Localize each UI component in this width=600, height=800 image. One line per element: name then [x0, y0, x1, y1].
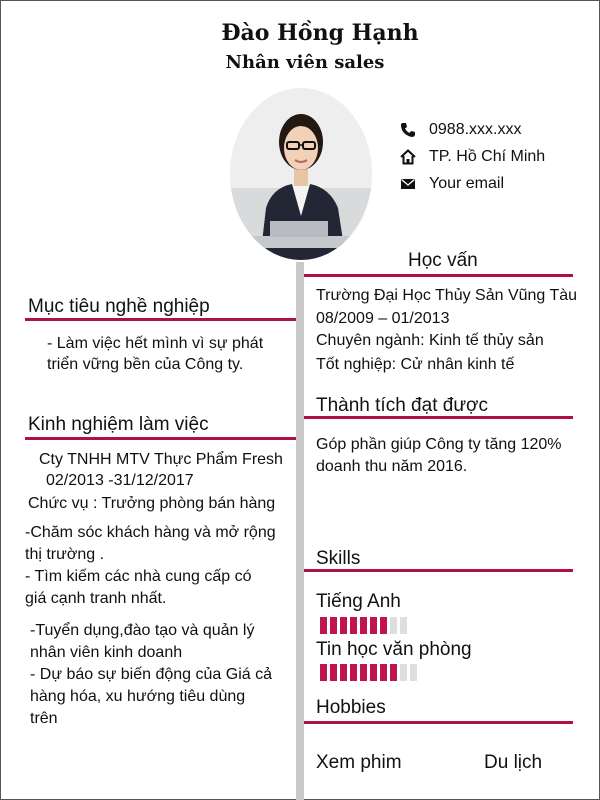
skill-bar-segment	[370, 617, 377, 634]
hobby-movies: Xem phim	[316, 752, 402, 773]
phone-icon	[400, 122, 416, 138]
job-title: Nhân viên sales	[225, 52, 385, 73]
envelope-icon	[400, 176, 416, 192]
skill-bar-office	[320, 664, 417, 681]
skill-bar-segment	[340, 664, 347, 681]
experience-period: 02/2013 -31/12/2017	[46, 472, 194, 489]
email-text: Your email	[429, 175, 505, 192]
skills-rule	[304, 569, 573, 572]
skill-bar-segment	[390, 664, 397, 681]
skill-bar-segment	[400, 664, 407, 681]
skill-bar-english	[320, 617, 407, 634]
experience-line-7: - Dự báo sự biến động của Giá cả	[30, 666, 272, 683]
experience-line-4: giá cạnh tranh nhất.	[25, 590, 167, 607]
education-heading: Học vấn	[408, 250, 478, 271]
skill-bar-segment	[340, 617, 347, 634]
skill-bar-segment	[350, 664, 357, 681]
skill-bar-segment	[410, 664, 417, 681]
experience-rule	[25, 437, 296, 440]
objective-line-1: - Làm việc hết mình vì sự phát	[47, 335, 264, 352]
skill-bar-segment	[360, 664, 367, 681]
skill-bar-segment	[360, 617, 367, 634]
skill-bar-segment	[370, 664, 377, 681]
achievements-line-2: doanh thu năm 2016.	[316, 458, 468, 475]
portrait-image	[230, 88, 372, 260]
skill-bar-segment	[320, 664, 327, 681]
experience-line-9: trên	[30, 710, 58, 727]
full-name: Đào Hồng Hạnh	[221, 20, 419, 46]
experience-line-2: thị trường .	[25, 546, 105, 563]
skill-bar-segment	[320, 617, 327, 634]
achievements-rule	[304, 416, 573, 419]
skill-bar-segment	[350, 617, 357, 634]
experience-position: Chức vụ : Trưởng phòng bán hàng	[28, 495, 276, 512]
achievements-heading: Thành tích đạt được	[316, 395, 488, 416]
column-divider	[296, 262, 304, 800]
experience-company: Cty TNHH MTV Thực Phẩm Fresh	[39, 451, 283, 468]
education-period: 08/2009 – 01/2013	[316, 310, 450, 327]
contact-address	[400, 148, 545, 166]
experience-line-3: - Tìm kiếm các nhà cung cấp có	[25, 568, 252, 585]
phone-text: 0988.xxx.xxx	[429, 121, 522, 138]
objective-rule	[25, 318, 296, 321]
objective-line-2: triển vững bền của Công ty.	[47, 356, 244, 373]
skill-bar-segment	[380, 617, 387, 634]
objective-heading: Mục tiêu nghề nghiệp	[28, 296, 210, 317]
education-rule	[304, 274, 573, 277]
skill-bar-segment	[330, 664, 337, 681]
skill-label-english: Tiếng Anh	[316, 591, 401, 612]
hobby-travel: Du lịch	[484, 752, 543, 773]
profile-photo	[230, 88, 372, 260]
education-major: Chuyên ngành: Kinh tế thủy sản	[316, 332, 544, 349]
education-school: Trường Đại Học Thủy Sản Vũng Tàu	[316, 287, 578, 304]
skill-bar-segment	[400, 617, 407, 634]
education-degree: Tốt nghiệp: Cử nhân kinh tế	[316, 356, 515, 373]
achievements-line-1: Góp phần giúp Công ty tăng 120%	[316, 436, 562, 453]
contact-email	[400, 175, 504, 193]
hobbies-heading: Hobbies	[316, 697, 386, 718]
skills-heading: Skills	[316, 548, 361, 569]
experience-line-8: hàng hóa, xu hướng tiêu dùng	[30, 688, 246, 705]
home-icon	[400, 149, 416, 165]
skill-bar-segment	[330, 617, 337, 634]
skill-bar-segment	[390, 617, 397, 634]
skill-bar-segment	[380, 664, 387, 681]
experience-line-5: -Tuyển dụng,đào tạo và quản lý	[30, 622, 255, 639]
address-text: TP. Hồ Chí Minh	[429, 148, 546, 165]
experience-heading: Kinh nghiệm làm việc	[28, 414, 209, 435]
contact-phone	[400, 121, 521, 139]
skill-label-office: Tin học văn phòng	[316, 639, 472, 660]
hobbies-rule	[304, 721, 573, 724]
experience-line-1: -Chăm sóc khách hàng và mở rộng	[25, 524, 276, 541]
experience-line-6: nhân viên kinh doanh	[30, 644, 183, 661]
